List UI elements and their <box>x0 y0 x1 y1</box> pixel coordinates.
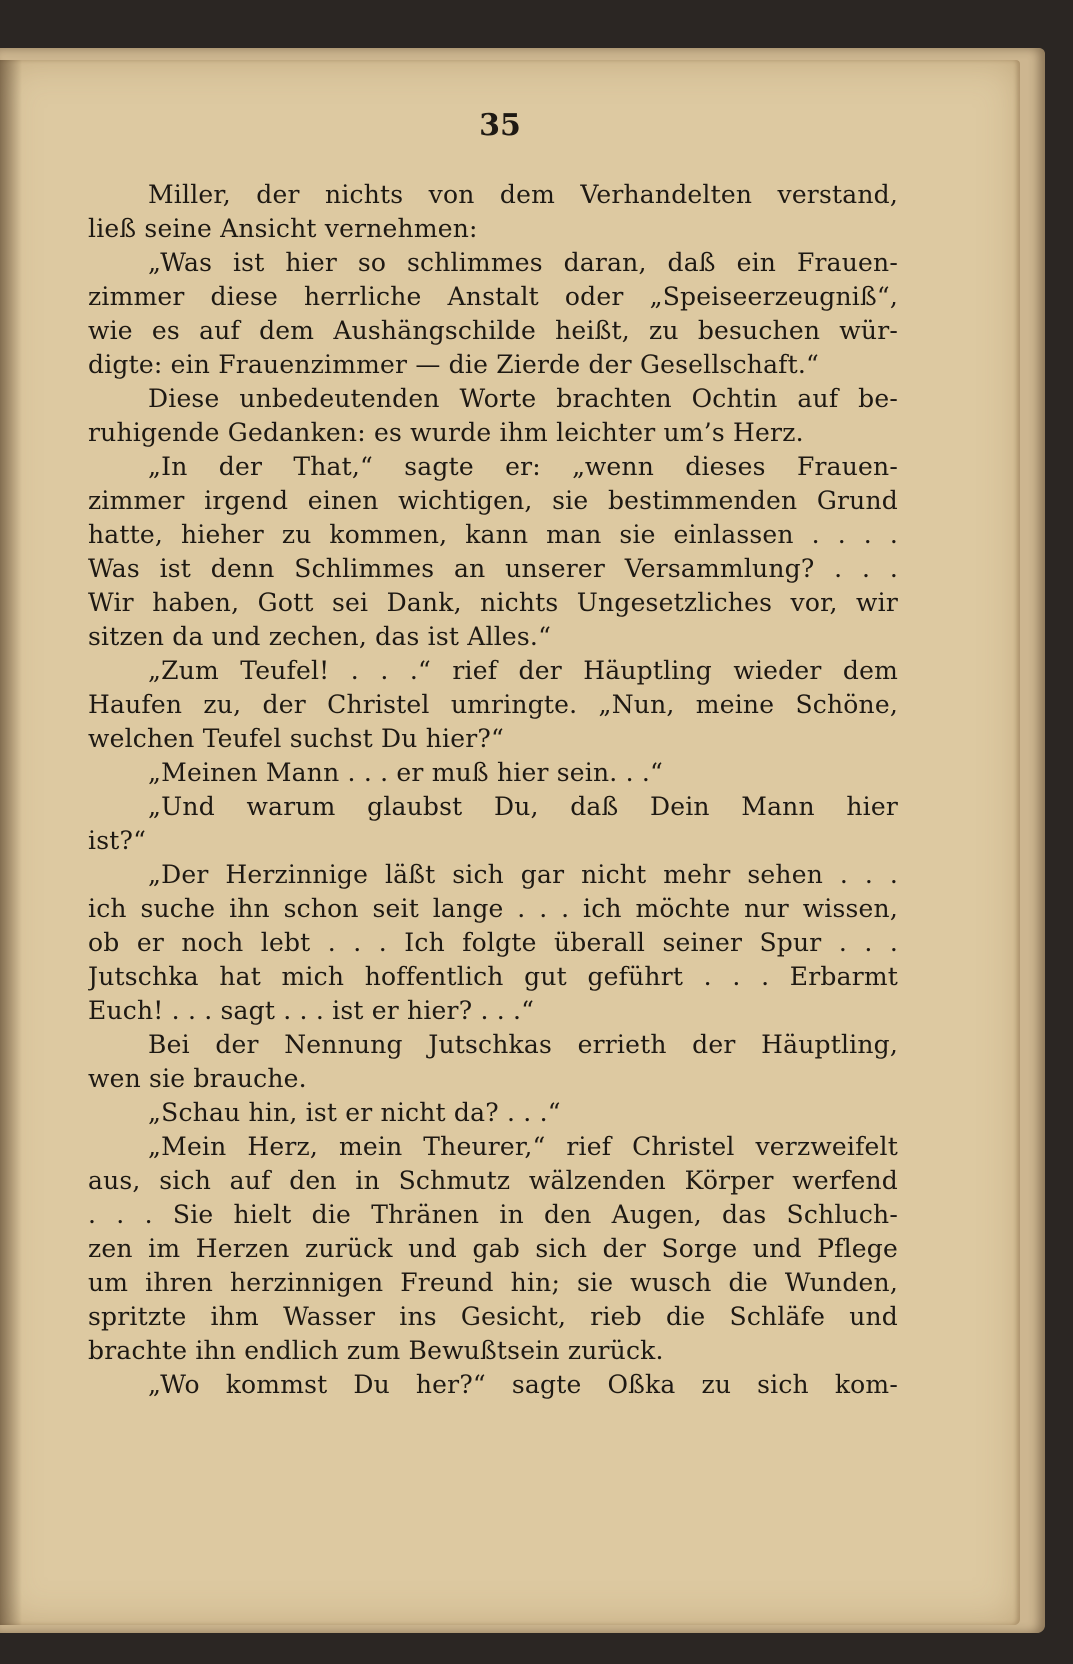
text-line: „Wo kommst Du her?“ sagte Oßka zu sich kom- <box>148 1370 898 1399</box>
text-line: „Was ist hier so schlimmes daran, daß ein Frauen- <box>148 248 898 277</box>
text-line: „In der That,“ sagte er: „wenn dieses Frauen- <box>148 452 898 481</box>
text-line: wie es auf dem Aushängschilde heißt, zu besuchen wür- <box>88 316 898 345</box>
text-line: spritzte ihm Wasser ins Gesicht, rieb die Schläfe und <box>88 1302 898 1331</box>
text-line: brachte ihn endlich zum Bewußtsein zurück. <box>88 1336 664 1365</box>
text-line: „Zum Teufel! . . .“ rief der Häuptling wieder dem <box>148 656 898 685</box>
text-line: Diese unbedeutenden Worte brachten Ochtin auf be- <box>148 384 898 413</box>
text-line: ist?“ <box>88 826 147 855</box>
text-line: „Mein Herz, mein Theurer,“ rief Christel verzweifelt <box>148 1132 898 1161</box>
text-line: sitzen da und zechen, das ist Alles.“ <box>88 622 552 651</box>
text-line: ruhigende Gedanken: es wurde ihm leichter um’s Herz. <box>88 418 804 447</box>
text-line: „Und warum glaubst Du, daß Dein Mann hier <box>148 792 898 821</box>
text-line: Bei der Nennung Jutschkas errieth der Häuptling, <box>148 1030 898 1059</box>
text-line: Jutschka hat mich hoffentlich gut geführt . . . Erbarmt <box>88 962 898 991</box>
text-line: zimmer diese herrliche Anstalt oder „Speiseerzeugniß“, <box>88 282 898 311</box>
text-line: ließ seine Ansicht vernehmen: <box>88 214 478 243</box>
text-line: Haufen zu, der Christel umringte. „Nun, meine Schöne, <box>88 690 898 719</box>
text-line: hatte, hieher zu kommen, kann man sie einlassen . . . . <box>88 520 898 549</box>
text-line: „Schau hin, ist er nicht da? . . .“ <box>148 1098 561 1127</box>
text-line: zimmer irgend einen wichtigen, sie bestimmenden Grund <box>88 486 898 515</box>
text-line: „Meinen Mann . . . er muß hier sein. . .“ <box>148 758 663 787</box>
text-line: aus, sich auf den in Schmutz wälzenden Körper werfend <box>88 1166 898 1195</box>
text-line: Miller, der nichts von dem Verhandelten verstand, <box>148 180 898 209</box>
text-line: „Der Herzinnige läßt sich gar nicht mehr sehen . . . <box>148 860 898 889</box>
text-line: . . . Sie hielt die Thränen in den Augen, das Schluch- <box>88 1200 898 1229</box>
text-line: zen im Herzen zurück und gab sich der Sorge und Pflege <box>88 1234 898 1263</box>
gutter-shadow <box>0 60 22 1625</box>
text-line: Euch! . . . sagt . . . ist er hier? . . .“ <box>88 996 535 1025</box>
page-number: 35 <box>479 108 521 143</box>
text-line: um ihren herzinnigen Freund hin; sie wusch die Wunden, <box>88 1268 898 1297</box>
text-line: digte: ein Frauenzimmer — die Zierde der Gesellschaft.“ <box>88 350 820 379</box>
text-line: wen sie brauche. <box>88 1064 307 1093</box>
text-line: welchen Teufel suchst Du hier?“ <box>88 724 504 753</box>
text-line: Wir haben, Gott sei Dank, nichts Ungesetzliches vor, wir <box>88 588 898 617</box>
text-line: Was ist denn Schlimmes an unserer Versammlung? . . . <box>88 554 898 583</box>
text-line: ob er noch lebt . . . Ich folgte überall seiner Spur . . . <box>88 928 898 957</box>
body-text <box>88 178 898 1402</box>
text-line: ich suche ihn schon seit lange . . . ich möchte nur wissen, <box>88 894 898 923</box>
